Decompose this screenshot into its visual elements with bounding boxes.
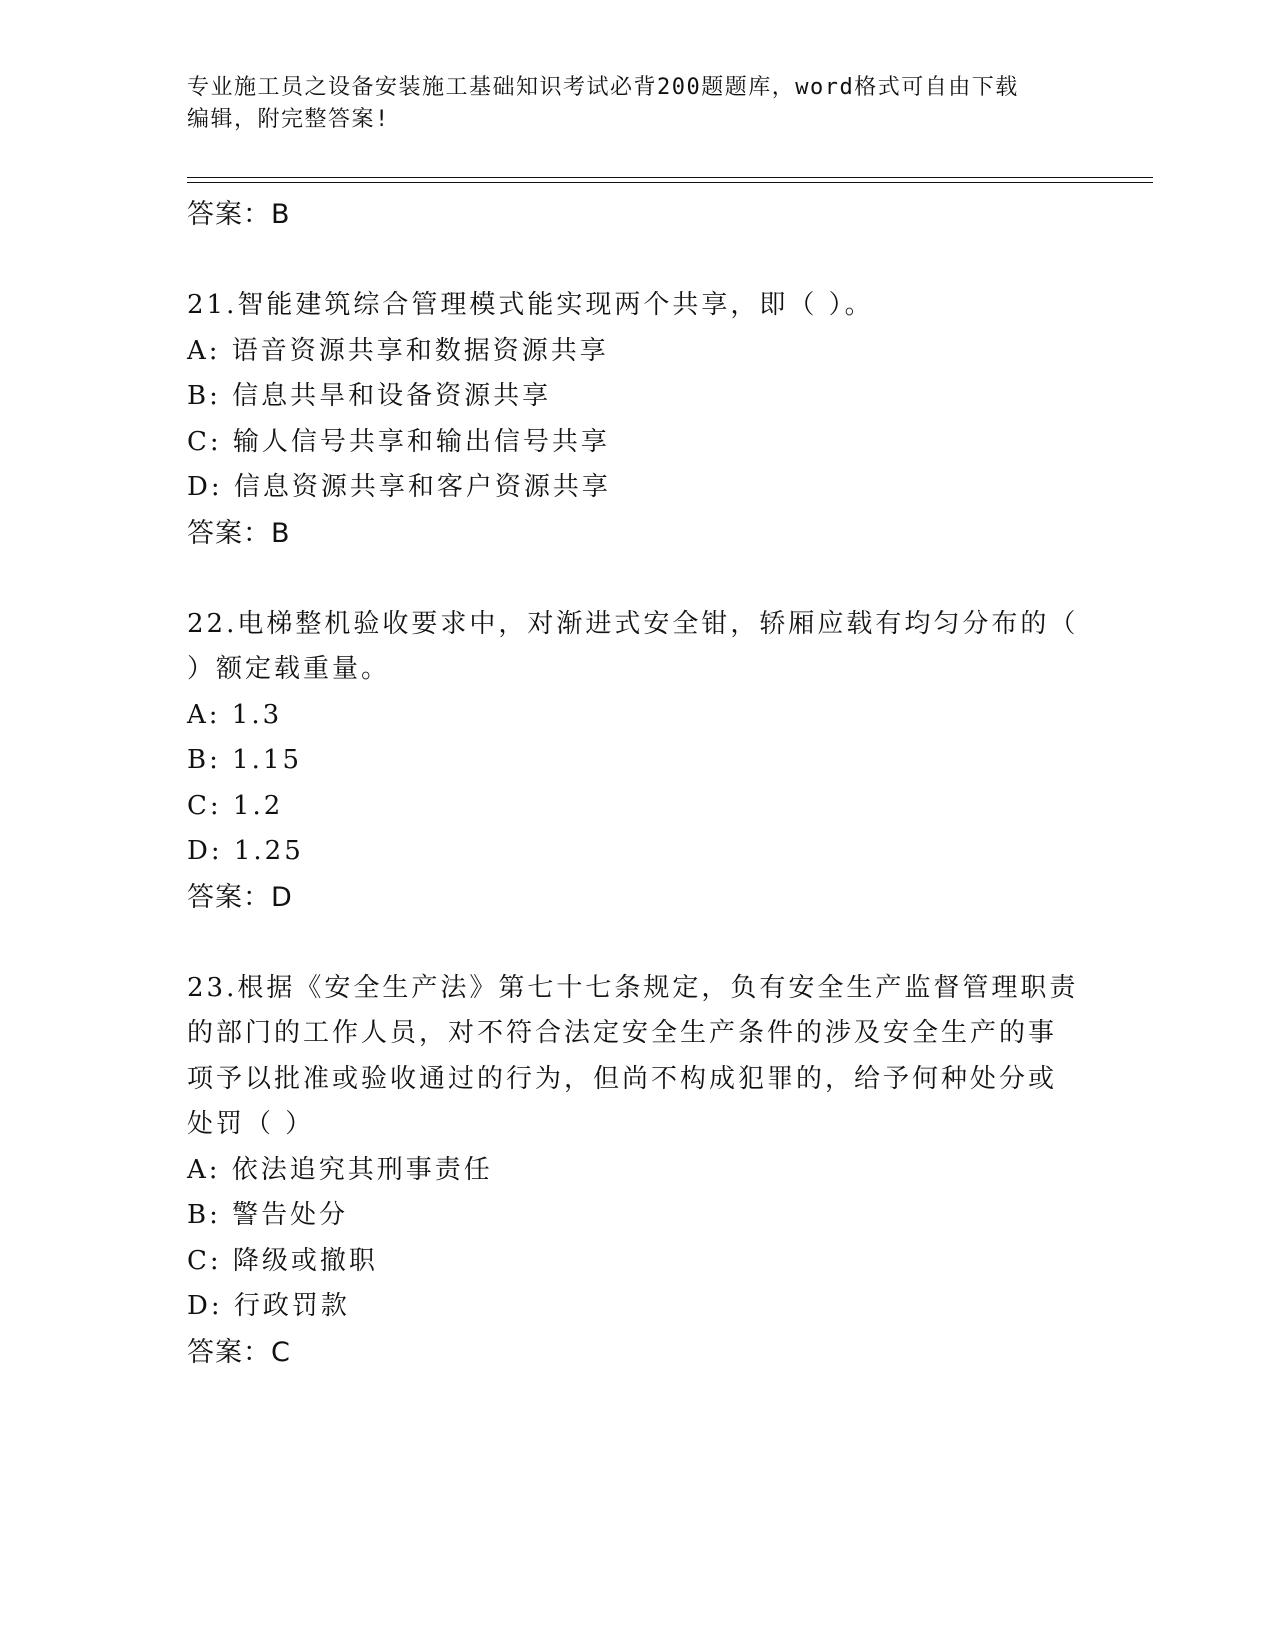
- option-c: C: 1.2: [187, 790, 284, 821]
- option-c: C: 输人信号共享和输出信号共享: [187, 426, 610, 457]
- option-c: C: 降级或撤职: [187, 1245, 378, 1276]
- question-stem-line: 23.根据《安全生产法》第七十七条规定，负有安全生产监督管理职责: [187, 972, 1079, 1003]
- question-content: [187, 192, 1077, 1375]
- option-a: A: 依法追究其刑事责任: [187, 1154, 493, 1185]
- question-22: [187, 602, 1077, 921]
- question-stem-line: 22.电梯整机验收要求中，对渐进式安全钳，轿厢应载有均匀分布的（: [187, 608, 1079, 639]
- header-divider-top: [187, 177, 1153, 178]
- header-title-line-1: 专业施工员之设备安装施工基础知识考试必背200题题库，word格式可自由下载: [187, 75, 1019, 100]
- question-21: [187, 283, 1077, 556]
- question-stem-line: 的部门的工作人员，对不符合法定安全生产条件的涉及安全生产的事: [187, 1018, 1058, 1048]
- answer: 答案：B: [187, 517, 291, 549]
- option-b: B: 警告处分: [187, 1200, 349, 1230]
- block-spacer: [187, 920, 1077, 966]
- document-header: [187, 72, 1087, 136]
- answer: 答案：C: [187, 1336, 291, 1368]
- option-a: A: 1.3: [187, 699, 283, 730]
- option-d: D: 1.25: [187, 836, 304, 866]
- option-d: D: 行政罚款: [187, 1291, 350, 1321]
- option-b: B: 信息共旱和设备资源共享: [187, 381, 552, 411]
- block-spacer: [187, 238, 1077, 284]
- question-23: [187, 966, 1077, 1376]
- question-stem-line: ）额定载重量。: [187, 654, 391, 684]
- question-stem-line: 处罚（ ）: [187, 1109, 315, 1139]
- block-spacer: [187, 556, 1077, 602]
- header-divider-bottom: [187, 182, 1153, 183]
- option-b: B: 1.15: [187, 745, 303, 775]
- option-d: D: 信息资源共享和客户资源共享: [187, 472, 611, 502]
- question-stem: 21.智能建筑综合管理模式能实现两个共享，即（ ）。: [187, 290, 874, 320]
- question-stem-line: 项予以批准或验收通过的行为，但尚不构成犯罪的，给予何种处分或: [187, 1063, 1058, 1094]
- previous-answer: 答案：B: [187, 199, 291, 230]
- option-a: A: 语音资源共享和数据资源共享: [187, 335, 609, 366]
- answer: 答案：D: [187, 881, 293, 913]
- header-title-line-2: 编辑，附完整答案!: [187, 107, 390, 132]
